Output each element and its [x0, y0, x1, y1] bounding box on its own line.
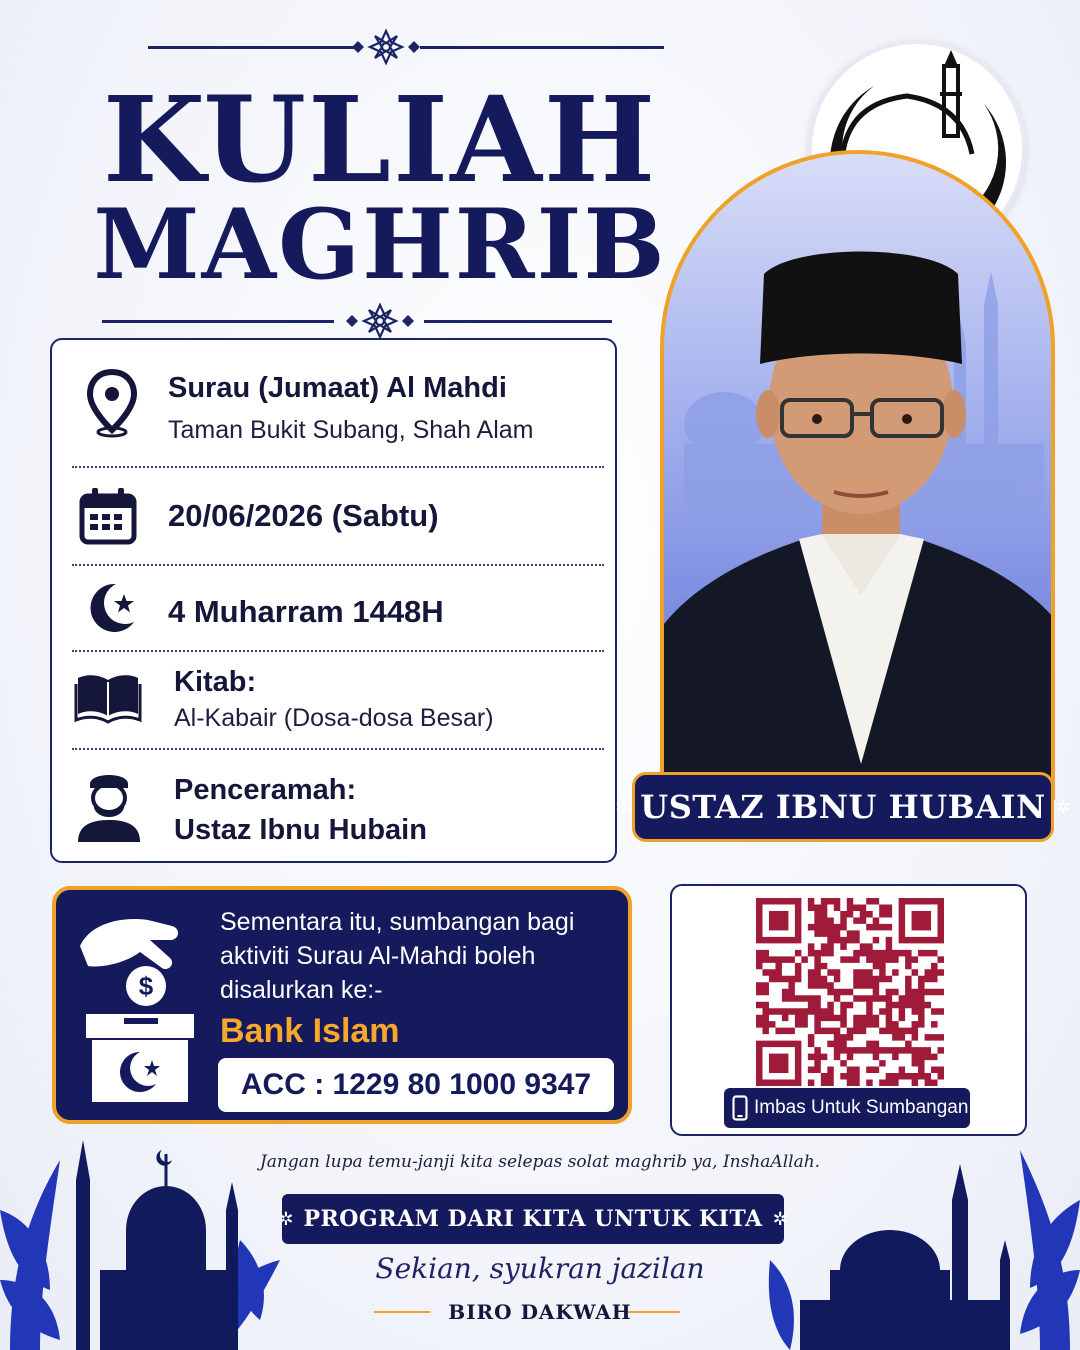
donation-text-line3: disalurkan ke:- — [220, 976, 383, 1004]
speaker-name: Ustaz Ibnu Hubain — [174, 814, 427, 846]
dotted-divider — [72, 564, 604, 566]
svg-text:$: $ — [138, 971, 154, 1001]
phone-icon — [732, 1095, 748, 1121]
dotted-divider — [72, 748, 604, 750]
speaker-name-banner-text: USTAZ IBNU HUBAIN — [640, 788, 1046, 826]
reminder-text: Jangan lupa temu-janji kita selepas solat maghrib ya, InshaAllah. — [259, 1152, 821, 1172]
event-details-card — [50, 338, 617, 863]
ornament-star-icon — [340, 301, 420, 341]
donation-text-line1: Sementara itu, sumbangan bagi — [220, 908, 575, 936]
title-kuliah: KULIAH — [102, 70, 658, 209]
speaker-label: Penceramah: — [174, 774, 357, 806]
speaker-portrait-frame — [660, 150, 1055, 800]
ornament-star-icon — [346, 27, 426, 67]
thanks-text: Sekian, syukran jazilan — [375, 1252, 705, 1285]
title-bottom-divider — [424, 320, 612, 323]
book-icon — [74, 668, 142, 724]
kitab-label: Kitab: — [174, 666, 257, 698]
bank-name: Bank Islam — [220, 1012, 400, 1050]
ornament-star-icon: ✲ — [1055, 796, 1071, 817]
title-top-divider — [420, 46, 664, 49]
dotted-divider — [72, 650, 604, 652]
dotted-divider — [72, 466, 604, 468]
account-number[interactable]: ACC : 1229 80 1000 9347 — [218, 1058, 614, 1112]
program-banner — [278, 1194, 788, 1244]
ornament-star-icon: ✲ — [772, 1208, 788, 1229]
crescent-star-icon — [82, 578, 142, 638]
title-maghrib: MAGHRIB — [93, 188, 667, 301]
hijri-date: 4 Muharram 1448H — [168, 594, 444, 629]
location-area: Taman Bukit Subang, Shah Alam — [168, 416, 534, 444]
donation-qr-code[interactable] — [756, 898, 944, 1086]
program-banner-text: PROGRAM DARI KITA UNTUK KITA — [303, 1206, 763, 1232]
donation-text-line2: aktiviti Surau Al-Mahdi boleh — [220, 942, 536, 970]
calendar-icon — [78, 486, 138, 546]
kitab-title: Al-Kabair (Dosa-dosa Besar) — [174, 704, 494, 732]
title-bottom-divider — [102, 320, 334, 323]
location-name: Surau (Jumaat) Al Mahdi — [168, 372, 507, 404]
speaker-portrait-image — [664, 154, 1055, 800]
ornament-star-icon: ✲ — [278, 1208, 294, 1229]
location-pin-icon — [82, 368, 142, 438]
title-top-divider — [148, 46, 354, 49]
donation-box-icon — [80, 906, 210, 1106]
qr-card — [670, 884, 1027, 1136]
speaker-avatar-icon — [74, 764, 144, 844]
speaker-name-banner — [615, 772, 1071, 842]
ornament-star-icon: ✲ — [615, 796, 631, 817]
qr-caption-text: Imbas Untuk Sumbangan — [754, 1097, 969, 1118]
organizer-name: BIRO DAKWAH — [448, 1300, 632, 1324]
donation-panel — [52, 886, 632, 1124]
event-date: 20/06/2026 (Sabtu) — [168, 498, 439, 533]
